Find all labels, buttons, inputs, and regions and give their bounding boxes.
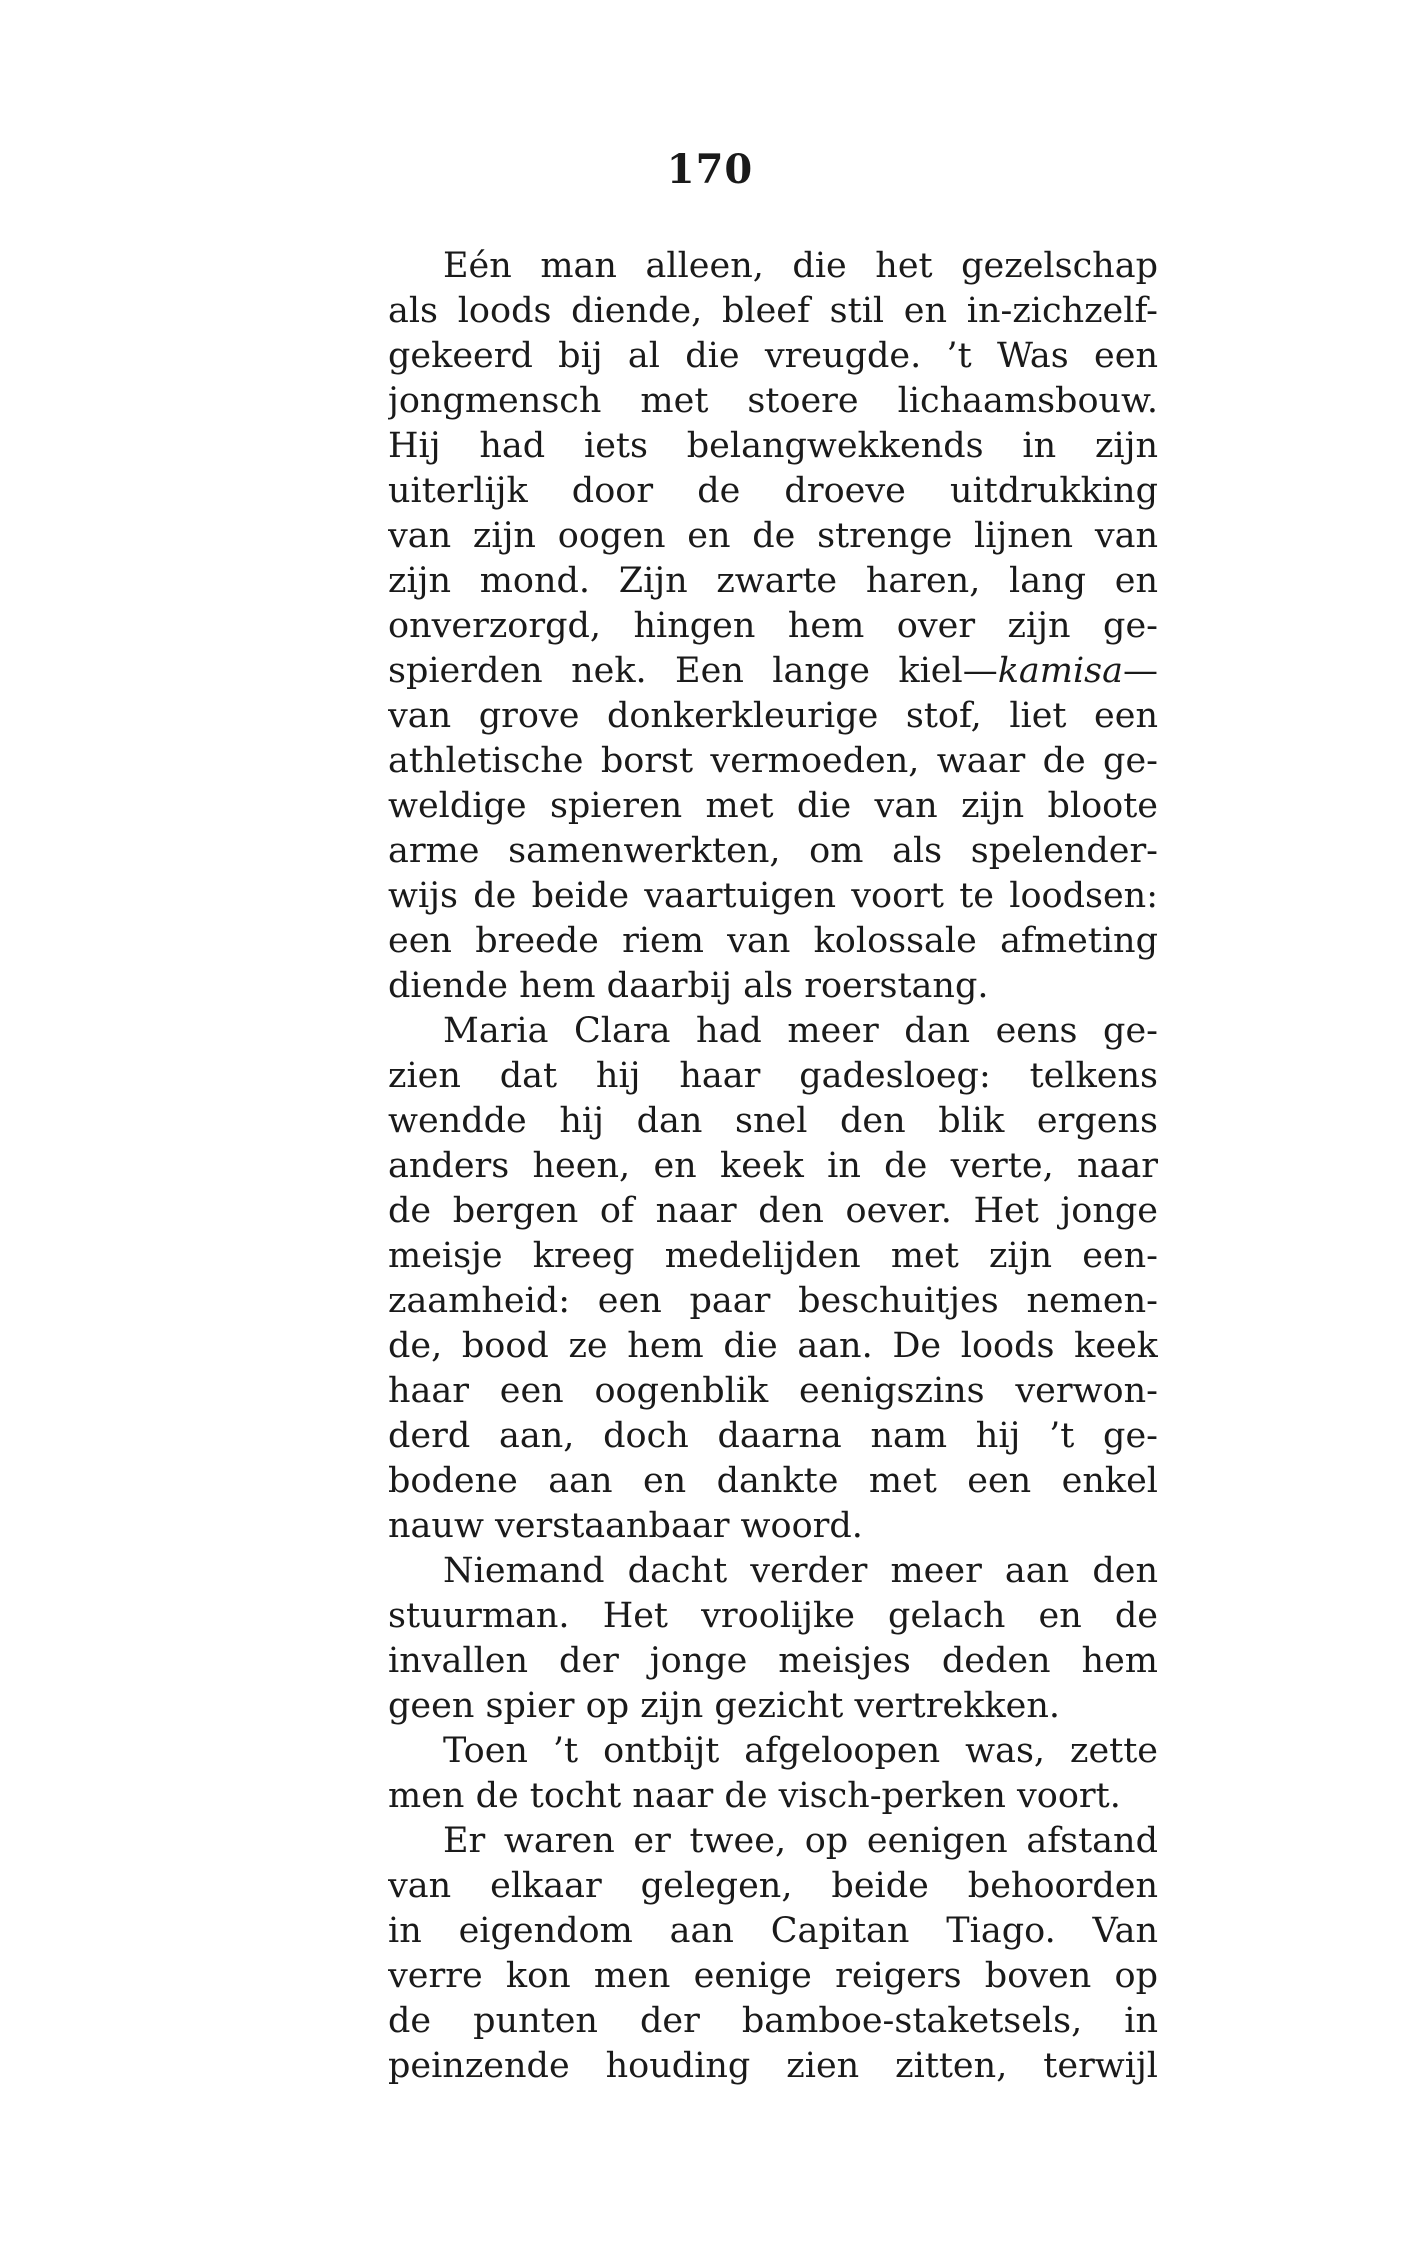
text-line: Maria Clara had meer dan eens ge- (443, 1011, 1158, 1051)
paragraph (388, 1549, 1158, 1729)
text-line: de punten der bamboe-staketsels, in (388, 2001, 1158, 2041)
text-line: peinzende houding zien zitten, terwijl (388, 2046, 1158, 2086)
text-line: anders heen, en keek in de verte, naar (388, 1146, 1158, 1186)
text-line: onverzorgd, hingen hem over zijn ge- (388, 606, 1158, 646)
text-line: athletische borst vermoeden, waar de ge- (388, 741, 1158, 781)
text-line: spierden nek. Een lange kiel—kamisa— (388, 651, 1158, 691)
text-line: meisje kreeg medelijden met zijn een- (388, 1236, 1158, 1276)
text-line: Hij had iets belangwekkends in zijn (388, 426, 1158, 466)
paragraph (388, 1819, 1158, 2089)
text-line: van zijn oogen en de strenge lijnen van (388, 516, 1158, 556)
text-line: jongmensch met stoere lichaamsbouw. (388, 381, 1158, 421)
body-text (388, 244, 1158, 2089)
text-line: bodene aan en dankte met een enkel (388, 1461, 1158, 1501)
text-line: gekeerd bij al die vreugde. ’t Was een (388, 336, 1158, 376)
text-line: als loods diende, bleef stil en in-zichzelf- (388, 291, 1158, 331)
text-line: men de tocht naar de visch-perken voort. (388, 1776, 1121, 1816)
text-line: wendde hij dan snel den blik ergens (388, 1101, 1158, 1141)
paragraph (388, 1009, 1158, 1549)
text-line: geen spier op zijn gezicht vertrekken. (388, 1686, 1060, 1726)
text-line: Niemand dacht verder meer aan den (443, 1551, 1158, 1591)
text-line: zien dat hij haar gadesloeg: telkens (388, 1056, 1158, 1096)
text-line: de, bood ze hem die aan. De loods keek (388, 1326, 1158, 1366)
text-line: arme samenwerkten, om als spelender- (388, 831, 1158, 871)
text-line: zaamheid: een paar beschuitjes nemen- (388, 1281, 1158, 1321)
paragraph (388, 1729, 1158, 1819)
text-line: nauw verstaanbaar woord. (388, 1506, 863, 1546)
paragraph (388, 244, 1158, 1009)
text-line: een breede riem van kolossale afmeting (388, 921, 1158, 961)
text-line: Eén man alleen, die het gezelschap (443, 246, 1158, 286)
text-line: zijn mond. Zijn zwarte haren, lang en (388, 561, 1158, 601)
text-line: verre kon men eenige reigers boven op (388, 1956, 1158, 1996)
text-line: weldige spieren met die van zijn bloote (388, 786, 1158, 826)
text-line: de bergen of naar den oever. Het jonge (388, 1191, 1158, 1231)
text-line: derd aan, doch daarna nam hij ’t ge- (388, 1416, 1158, 1456)
text-line: wijs de beide vaartuigen voort te loodsen: (388, 876, 1158, 916)
page-number: 170 (666, 146, 754, 193)
text-line: uiterlijk door de droeve uitdrukking (388, 471, 1158, 511)
text-line: Er waren er twee, op eenigen afstand (443, 1821, 1158, 1861)
text-line: diende hem daarbij als roerstang. (388, 966, 989, 1006)
text-line: haar een oogenblik eenigszins verwon- (388, 1371, 1158, 1411)
text-line: van grove donkerkleurige stof, liet een (388, 696, 1158, 736)
text-line: invallen der jonge meisjes deden hem (388, 1641, 1158, 1681)
text-line: Toen ’t ontbijt afgeloopen was, zette (443, 1731, 1158, 1771)
text-line: in eigendom aan Capitan Tiago. Van (388, 1911, 1158, 1951)
text-line: van elkaar gelegen, beide behoorden (388, 1866, 1158, 1906)
text-line: stuurman. Het vroolijke gelach en de (388, 1596, 1158, 1636)
